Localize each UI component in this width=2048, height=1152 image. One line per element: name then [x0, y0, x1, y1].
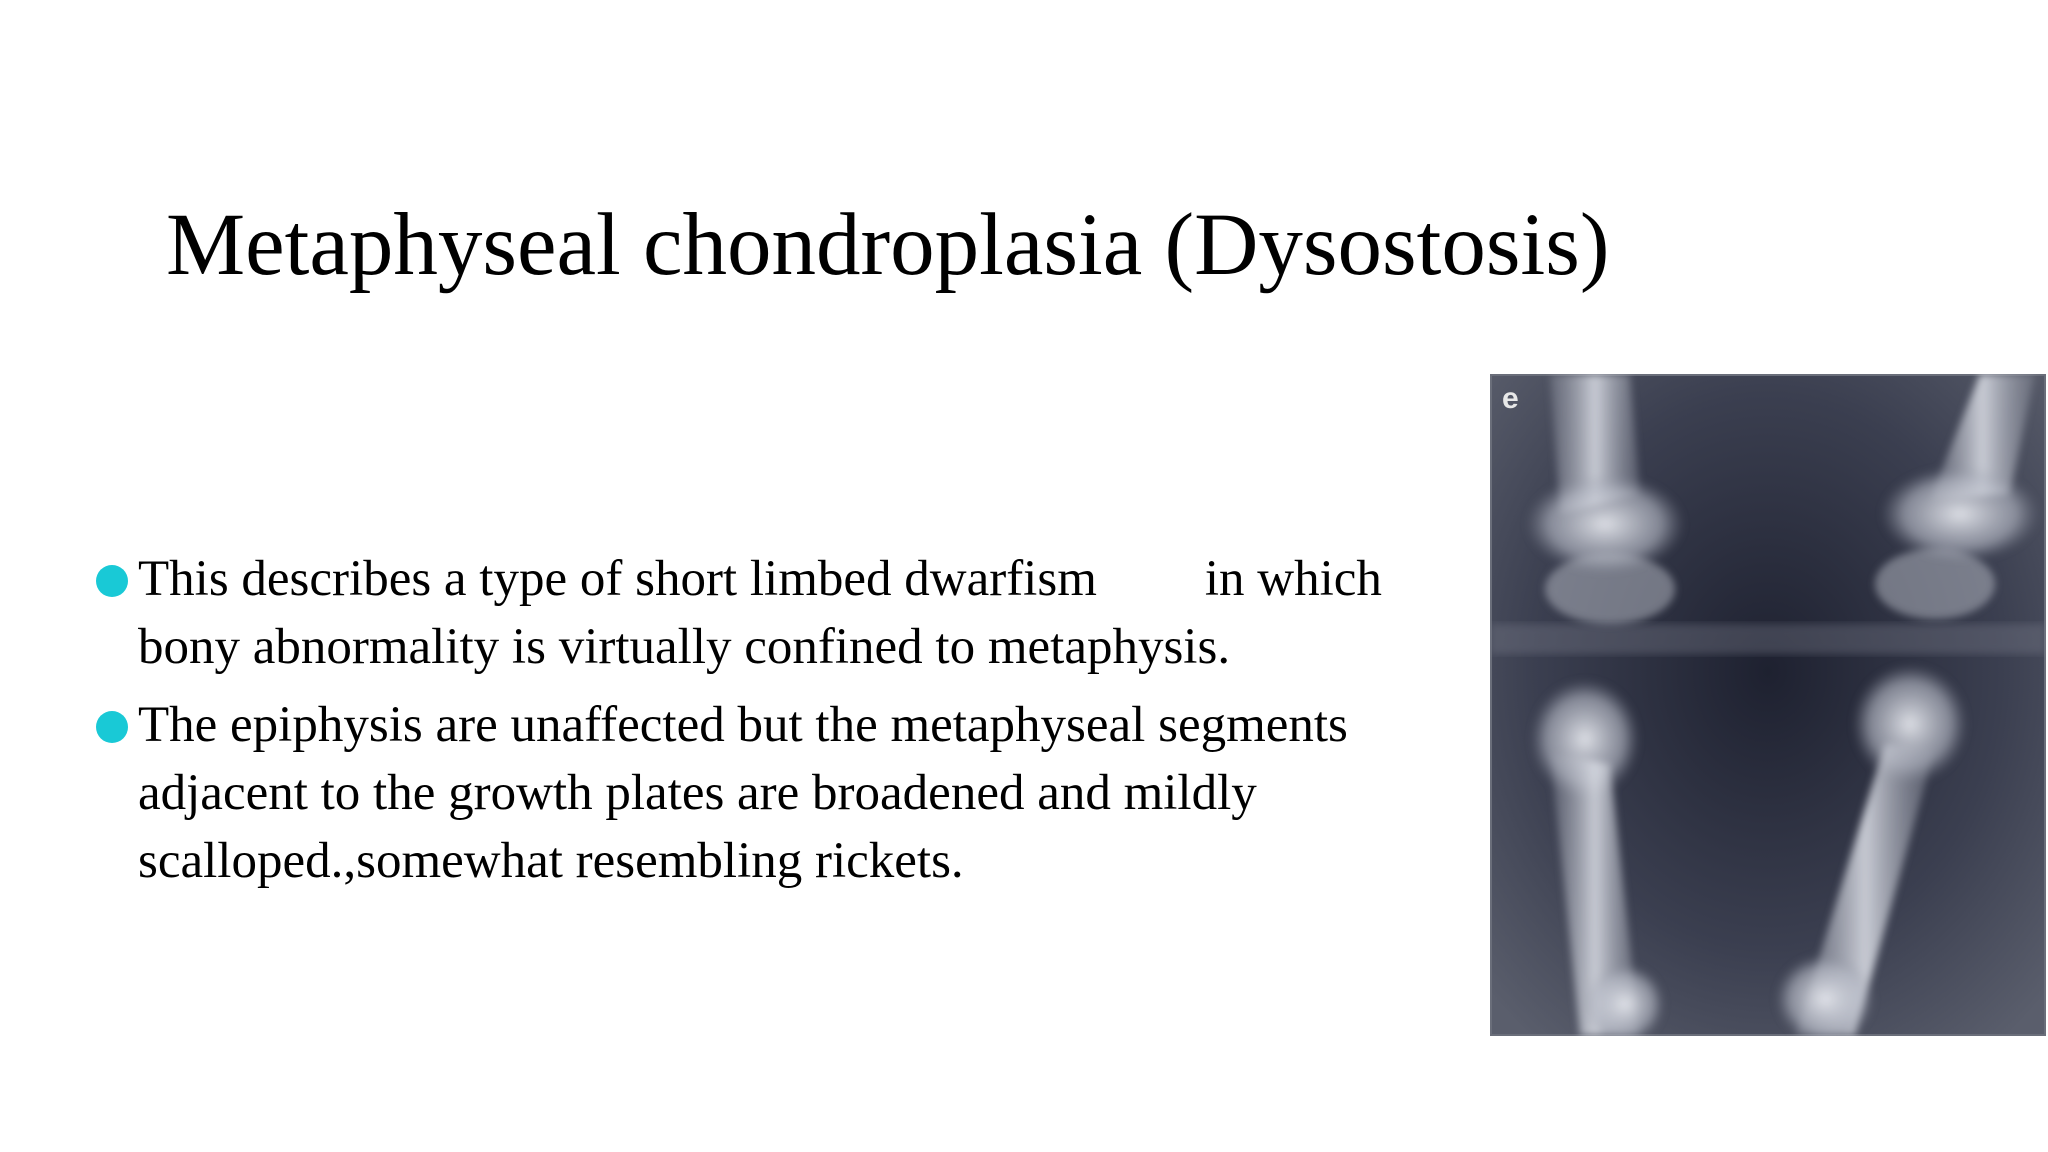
bullet-item [96, 545, 1426, 681]
xray-drawing [1490, 374, 2046, 1036]
bullet-text-rest: which bony abnormality is virtually confined to metaphysis. [138, 551, 1382, 675]
bullet-item [96, 691, 1426, 895]
bullet-text-part1: This describes a type of short limbed dwarfism [138, 551, 1097, 607]
figure-panel-letter: e [1502, 382, 1519, 415]
bullet-text: The epiphysis are unaffected but the metaphyseal segments adjacent to the growth plates are broadened and mildly scalloped.,somewhat resembling rickets. [138, 697, 1348, 889]
bullet-dot-icon [96, 711, 128, 743]
slide-title: Metaphyseal chondroplasia (Dysostosis) [166, 196, 1610, 294]
xray-image [1490, 374, 2046, 1036]
bullet-text-part2: in [1204, 551, 1245, 607]
bullet-list [96, 545, 1426, 905]
bullet-dot-icon [96, 565, 128, 597]
